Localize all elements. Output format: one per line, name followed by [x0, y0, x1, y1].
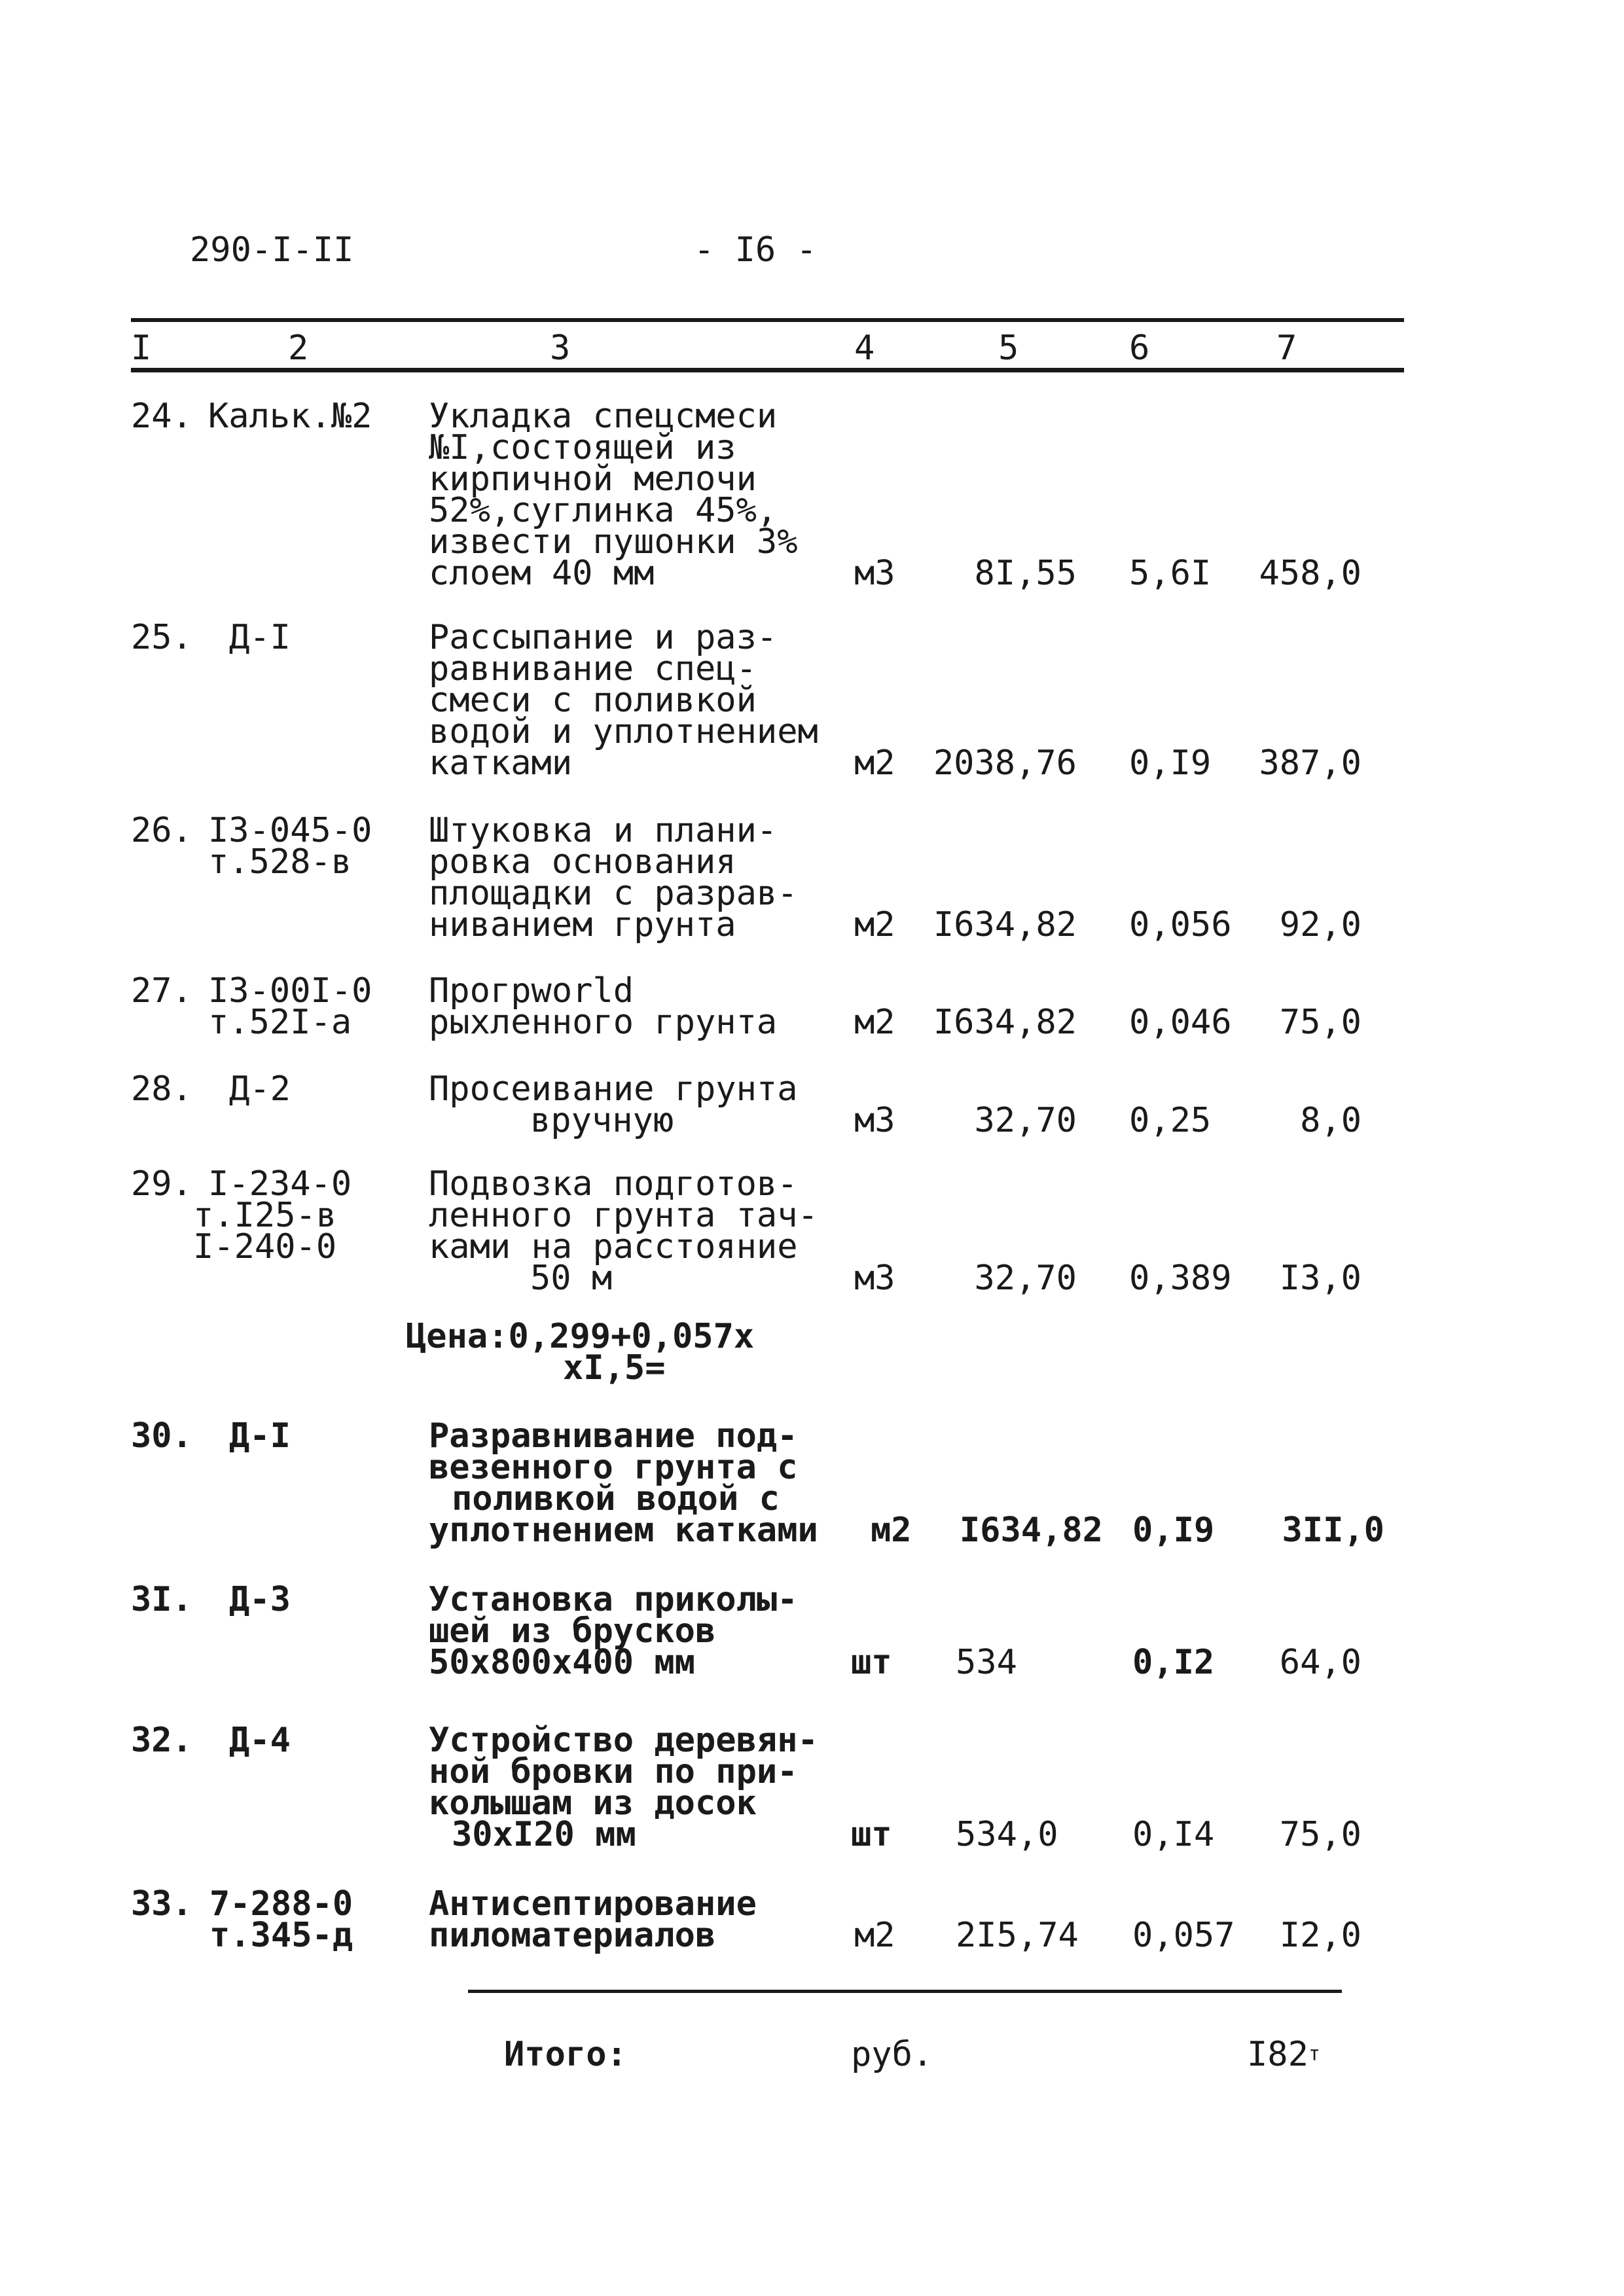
row-total: 8,0 [1300, 1101, 1362, 1140]
row-total: 387,0 [1259, 744, 1362, 783]
row-number: 3I. [131, 1580, 192, 1619]
work-description-line: рыхленного грунта [429, 1003, 778, 1042]
quantity: 32,70 [974, 1101, 1077, 1140]
work-description-line: Установка приколы- [429, 1580, 798, 1619]
unit-rate: 5,6I [1129, 554, 1212, 593]
work-description-line: 50 м [530, 1259, 613, 1298]
work-description-line: поливкой водой с [452, 1479, 780, 1518]
unit: м2 [854, 905, 895, 944]
work-description-line: 30хI20 мм [452, 1815, 636, 1854]
total-rule [468, 1990, 1342, 1993]
work-description-line: равнивание спец- [429, 649, 757, 689]
unit-rate: 0,046 [1129, 1003, 1232, 1042]
column-header-2: 2 [288, 329, 309, 368]
row-total: I2,0 [1279, 1916, 1362, 1955]
row-total: 75,0 [1279, 1003, 1362, 1042]
unit: м3 [854, 554, 895, 593]
work-description-line: ной бровки по при- [429, 1752, 798, 1791]
norm-code: 7-288-0 [209, 1884, 353, 1924]
work-description-line: 52%,суглинка 45%, [429, 491, 778, 530]
quantity: 534,0 [956, 1815, 1058, 1854]
row-total: I3,0 [1279, 1259, 1362, 1298]
work-description-line: катками [429, 744, 573, 783]
norm-code: Д-4 [229, 1721, 291, 1760]
work-description-line: пиломатериалов [429, 1916, 716, 1955]
row-number: 29. [131, 1164, 192, 1204]
row-number: 33. [131, 1884, 192, 1924]
work-description-line: колышам из досок [429, 1784, 757, 1823]
work-description-line: вручную [530, 1101, 674, 1140]
row-total: 92,0 [1279, 905, 1362, 944]
quantity: I634,82 [933, 905, 1077, 944]
work-description-line: Просеивание грунта [429, 1069, 798, 1109]
unit-rate: 0,25 [1129, 1101, 1212, 1140]
grand-total [1247, 2035, 1320, 2074]
work-description-line: 50х800х400 мм [429, 1643, 695, 1682]
quantity: 534 [956, 1643, 1017, 1682]
norm-table-ref: т.528-в [208, 842, 352, 882]
unit: м2 [854, 1916, 895, 1955]
norm-code: I3-00I-0 [208, 971, 372, 1011]
quantity: I634,82 [933, 1003, 1077, 1042]
norm-code: Д-I [229, 618, 291, 657]
grand-total-value: I82 [1247, 2035, 1308, 2074]
work-description-line: кирпичной мелочи [429, 459, 757, 499]
unit: м2 [871, 1511, 912, 1550]
quantity: I634,82 [959, 1511, 1103, 1550]
work-description-line: шей из брусков [429, 1611, 716, 1651]
total-label: Итого: [504, 2035, 627, 2074]
unit: м2 [854, 1003, 895, 1042]
column-header-1: I [131, 329, 152, 368]
work-description-line: уплотнением катками [429, 1511, 818, 1550]
row-number: 30. [131, 1416, 192, 1456]
work-description-line: площадки с разрав- [429, 874, 798, 913]
grand-total-suffix: т [1308, 2043, 1320, 2066]
unit-rate: 0,I9 [1129, 744, 1212, 783]
price-note-line: хI,5= [563, 1348, 666, 1388]
quantity: 8I,55 [974, 554, 1077, 593]
unit-rate: 0,056 [1129, 905, 1232, 944]
norm-table-ref: т.I25-в [193, 1196, 337, 1235]
norm-code: Д-2 [229, 1069, 291, 1109]
work-description-line: слоем 40 мм [429, 554, 655, 593]
row-total: 75,0 [1279, 1815, 1362, 1854]
row-number: 25. [131, 618, 192, 657]
work-description-line: Укладка спецсмеси [429, 397, 778, 436]
row-number: 32. [131, 1721, 192, 1760]
column-header-6: 6 [1129, 329, 1150, 368]
norm-code-secondary: I-240-0 [193, 1227, 337, 1266]
work-description-line: смеси с поливкой [429, 681, 757, 720]
work-description-line: Разравнивание под- [429, 1416, 798, 1456]
header-bottom-rule [131, 368, 1404, 372]
work-description-line: №I,состоящей из [429, 428, 736, 467]
quantity: 2038,76 [933, 744, 1077, 783]
row-number: 28. [131, 1069, 192, 1109]
work-description-line: извести пушонки 3% [429, 522, 798, 562]
row-number: 27. [131, 971, 192, 1011]
column-header-5: 5 [998, 329, 1019, 368]
row-total: 64,0 [1279, 1643, 1362, 1682]
price-note-line: Цена:0,299+0,057х [406, 1317, 755, 1356]
work-description-line: ровка основания [429, 842, 736, 882]
column-header-3: 3 [550, 329, 571, 368]
unit-rate: 0,I9 [1132, 1511, 1215, 1550]
column-header-7: 7 [1276, 329, 1297, 368]
unit: м3 [854, 1259, 895, 1298]
work-description-line: водой и уплотнением [429, 712, 818, 751]
page-number: - I6 - [694, 230, 817, 270]
unit-rate: 0,389 [1129, 1259, 1232, 1298]
work-description-line: Рассыпание и раз- [429, 618, 778, 657]
document-code: 290-I-II [190, 230, 354, 270]
quantity: 2I5,74 [956, 1916, 1079, 1955]
norm-table-ref: т.345-д [209, 1916, 353, 1955]
work-description-line: Антисептирование [429, 1884, 757, 1924]
quantity: 32,70 [974, 1259, 1077, 1298]
row-number: 26. [131, 811, 192, 850]
work-description-line: Прогрworld [429, 971, 634, 1011]
unit: шт [851, 1643, 892, 1682]
unit: шт [851, 1815, 892, 1854]
work-description-line: ками на расстояние [429, 1227, 798, 1266]
unit-rate: 0,057 [1132, 1916, 1235, 1955]
work-description-line: ленного грунта тач- [429, 1196, 818, 1235]
table-top-rule [131, 318, 1404, 322]
work-description-line: везенного грунта с [429, 1448, 798, 1487]
unit-rate: 0,I2 [1132, 1643, 1215, 1682]
norm-table-ref: т.52I-а [208, 1003, 352, 1042]
unit: м2 [854, 744, 895, 783]
unit-rate: 0,I4 [1132, 1815, 1215, 1854]
row-total: 3II,0 [1282, 1511, 1384, 1550]
work-description-line: Устройство деревян- [429, 1721, 818, 1760]
norm-code: Д-3 [229, 1580, 291, 1619]
norm-code: Д-I [229, 1416, 291, 1456]
row-number: 24. [131, 397, 192, 436]
row-total: 458,0 [1259, 554, 1362, 593]
unit: м3 [854, 1101, 895, 1140]
work-description-line: Штуковка и плани- [429, 811, 778, 850]
work-description-line: ниванием грунта [429, 905, 736, 944]
column-header-4: 4 [854, 329, 875, 368]
norm-code: I-234-0 [208, 1164, 352, 1204]
work-description-line: Подвозка подготов- [429, 1164, 798, 1204]
total-currency: руб. [851, 2035, 933, 2074]
norm-code: Кальк.№2 [208, 397, 372, 436]
norm-code: I3-045-0 [208, 811, 372, 850]
